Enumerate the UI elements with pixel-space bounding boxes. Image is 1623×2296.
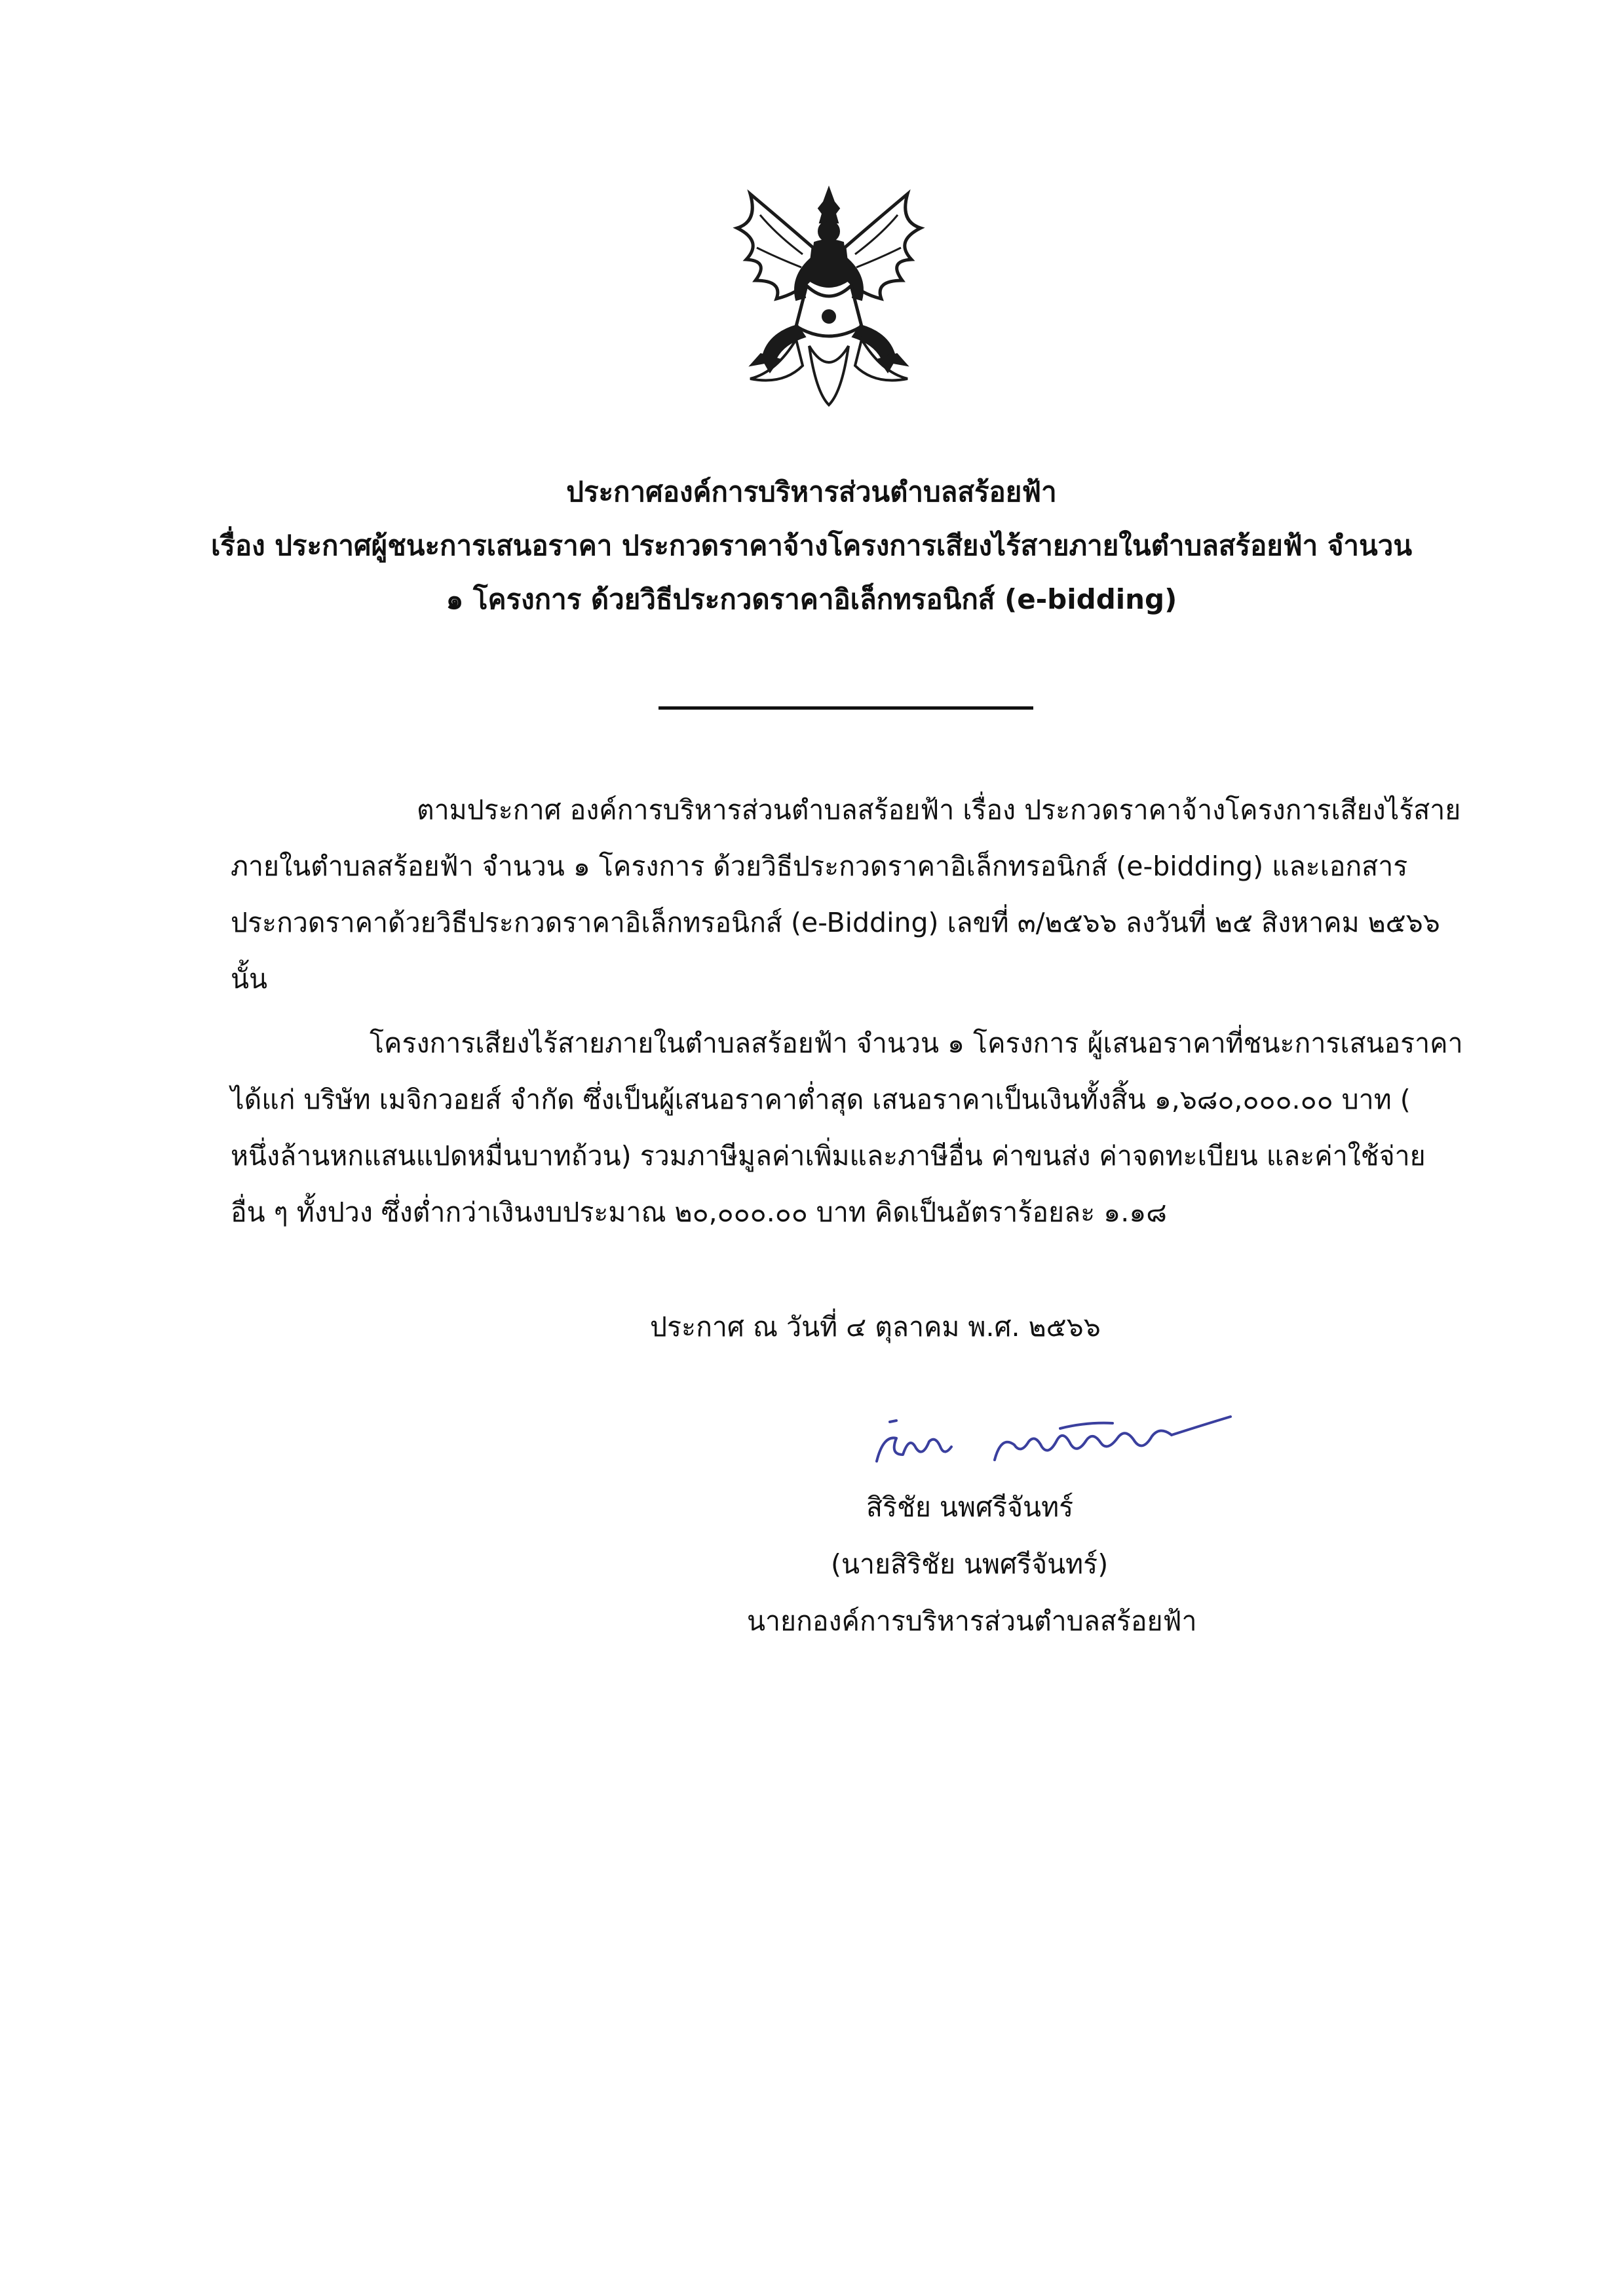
body-line: ประกวดราคาด้วยวิธีประกวดราคาอิเล็กทรอนิกส์ (e-Bidding) เลขที่ ๓/๒๕๖๖ ลงวันที่ ๒๕ สิงหาคม ๒๕๖๖ — [231, 907, 1440, 938]
signer-full-name: (นายสิริชัย นพศรีจันทร์) — [831, 1548, 1109, 1580]
body-line: ภายในตำบลสร้อยฟ้า จำนวน ๑ โครงการ ด้วยวิธีประกวดราคาอิเล็กทรอนิกส์ (e-bidding) และเอกสาร — [231, 851, 1408, 882]
body-line: ได้แก่ บริษัท เมจิกวอยส์ จำกัด ซึ่งเป็นผู้เสนอราคาต่ำสุด เสนอราคาเป็นเงินทั้งสิ้น ๑,๖๘๐,๐๐๐.๐๐ บาท ( — [231, 1084, 1411, 1115]
handwritten-signature — [864, 1409, 1257, 1481]
title-line-2: เรื่อง ประกาศผู้ชนะการเสนอราคา ประกวดราคาจ้างโครงการเสียงไร้สายภายในตำบลสร้อยฟ้า จำนวน — [210, 529, 1413, 562]
body-line: นั้น — [231, 963, 268, 995]
signature-name: สิริชัย นพศรีจันทร์ — [866, 1491, 1074, 1523]
title-divider — [659, 706, 1033, 710]
title-line-1: ประกาศองค์การบริหารส่วนตำบลสร้อยฟ้า — [566, 476, 1057, 508]
body-line: อื่น ๆ ทั้งปวง ซึ่งต่ำกว่าเงินงบประมาณ ๒๐,๐๐๐.๐๐ บาท คิดเป็นอัตราร้อยละ ๑.๑๘ — [231, 1196, 1167, 1228]
announcement-title — [131, 465, 1492, 626]
signer-position: นายกองค์การบริหารส่วนตำบลสร้อยฟ้า — [747, 1605, 1197, 1637]
body-line: ตามประกาศ องค์การบริหารส่วนตำบลสร้อยฟ้า เรื่อง ประกวดราคาจ้างโครงการเสียงไร้สาย — [417, 794, 1461, 826]
announcement-date: ประกาศ ณ วันที่ ๔ ตุลาคม พ.ศ. ๒๕๖๖ — [650, 1311, 1101, 1343]
body-line: โครงการเสียงไร้สายภายในตำบลสร้อยฟ้า จำนวน ๑ โครงการ ผู้เสนอราคาที่ชนะการเสนอราคา — [370, 1027, 1463, 1059]
title-line-3: ๑ โครงการ ด้วยวิธีประกวดราคาอิเล็กทรอนิกส์ (e-bidding) — [446, 583, 1177, 615]
garuda-emblem-icon — [724, 182, 934, 411]
body-line: หนึ่งล้านหกแสนแปดหมื่นบาทถ้วน) รวมภาษีมูลค่าเพิ่มและภาษีอื่น ค่าขนส่ง ค่าจดทะเบียน และค่าใช้จ่าย — [231, 1140, 1426, 1172]
